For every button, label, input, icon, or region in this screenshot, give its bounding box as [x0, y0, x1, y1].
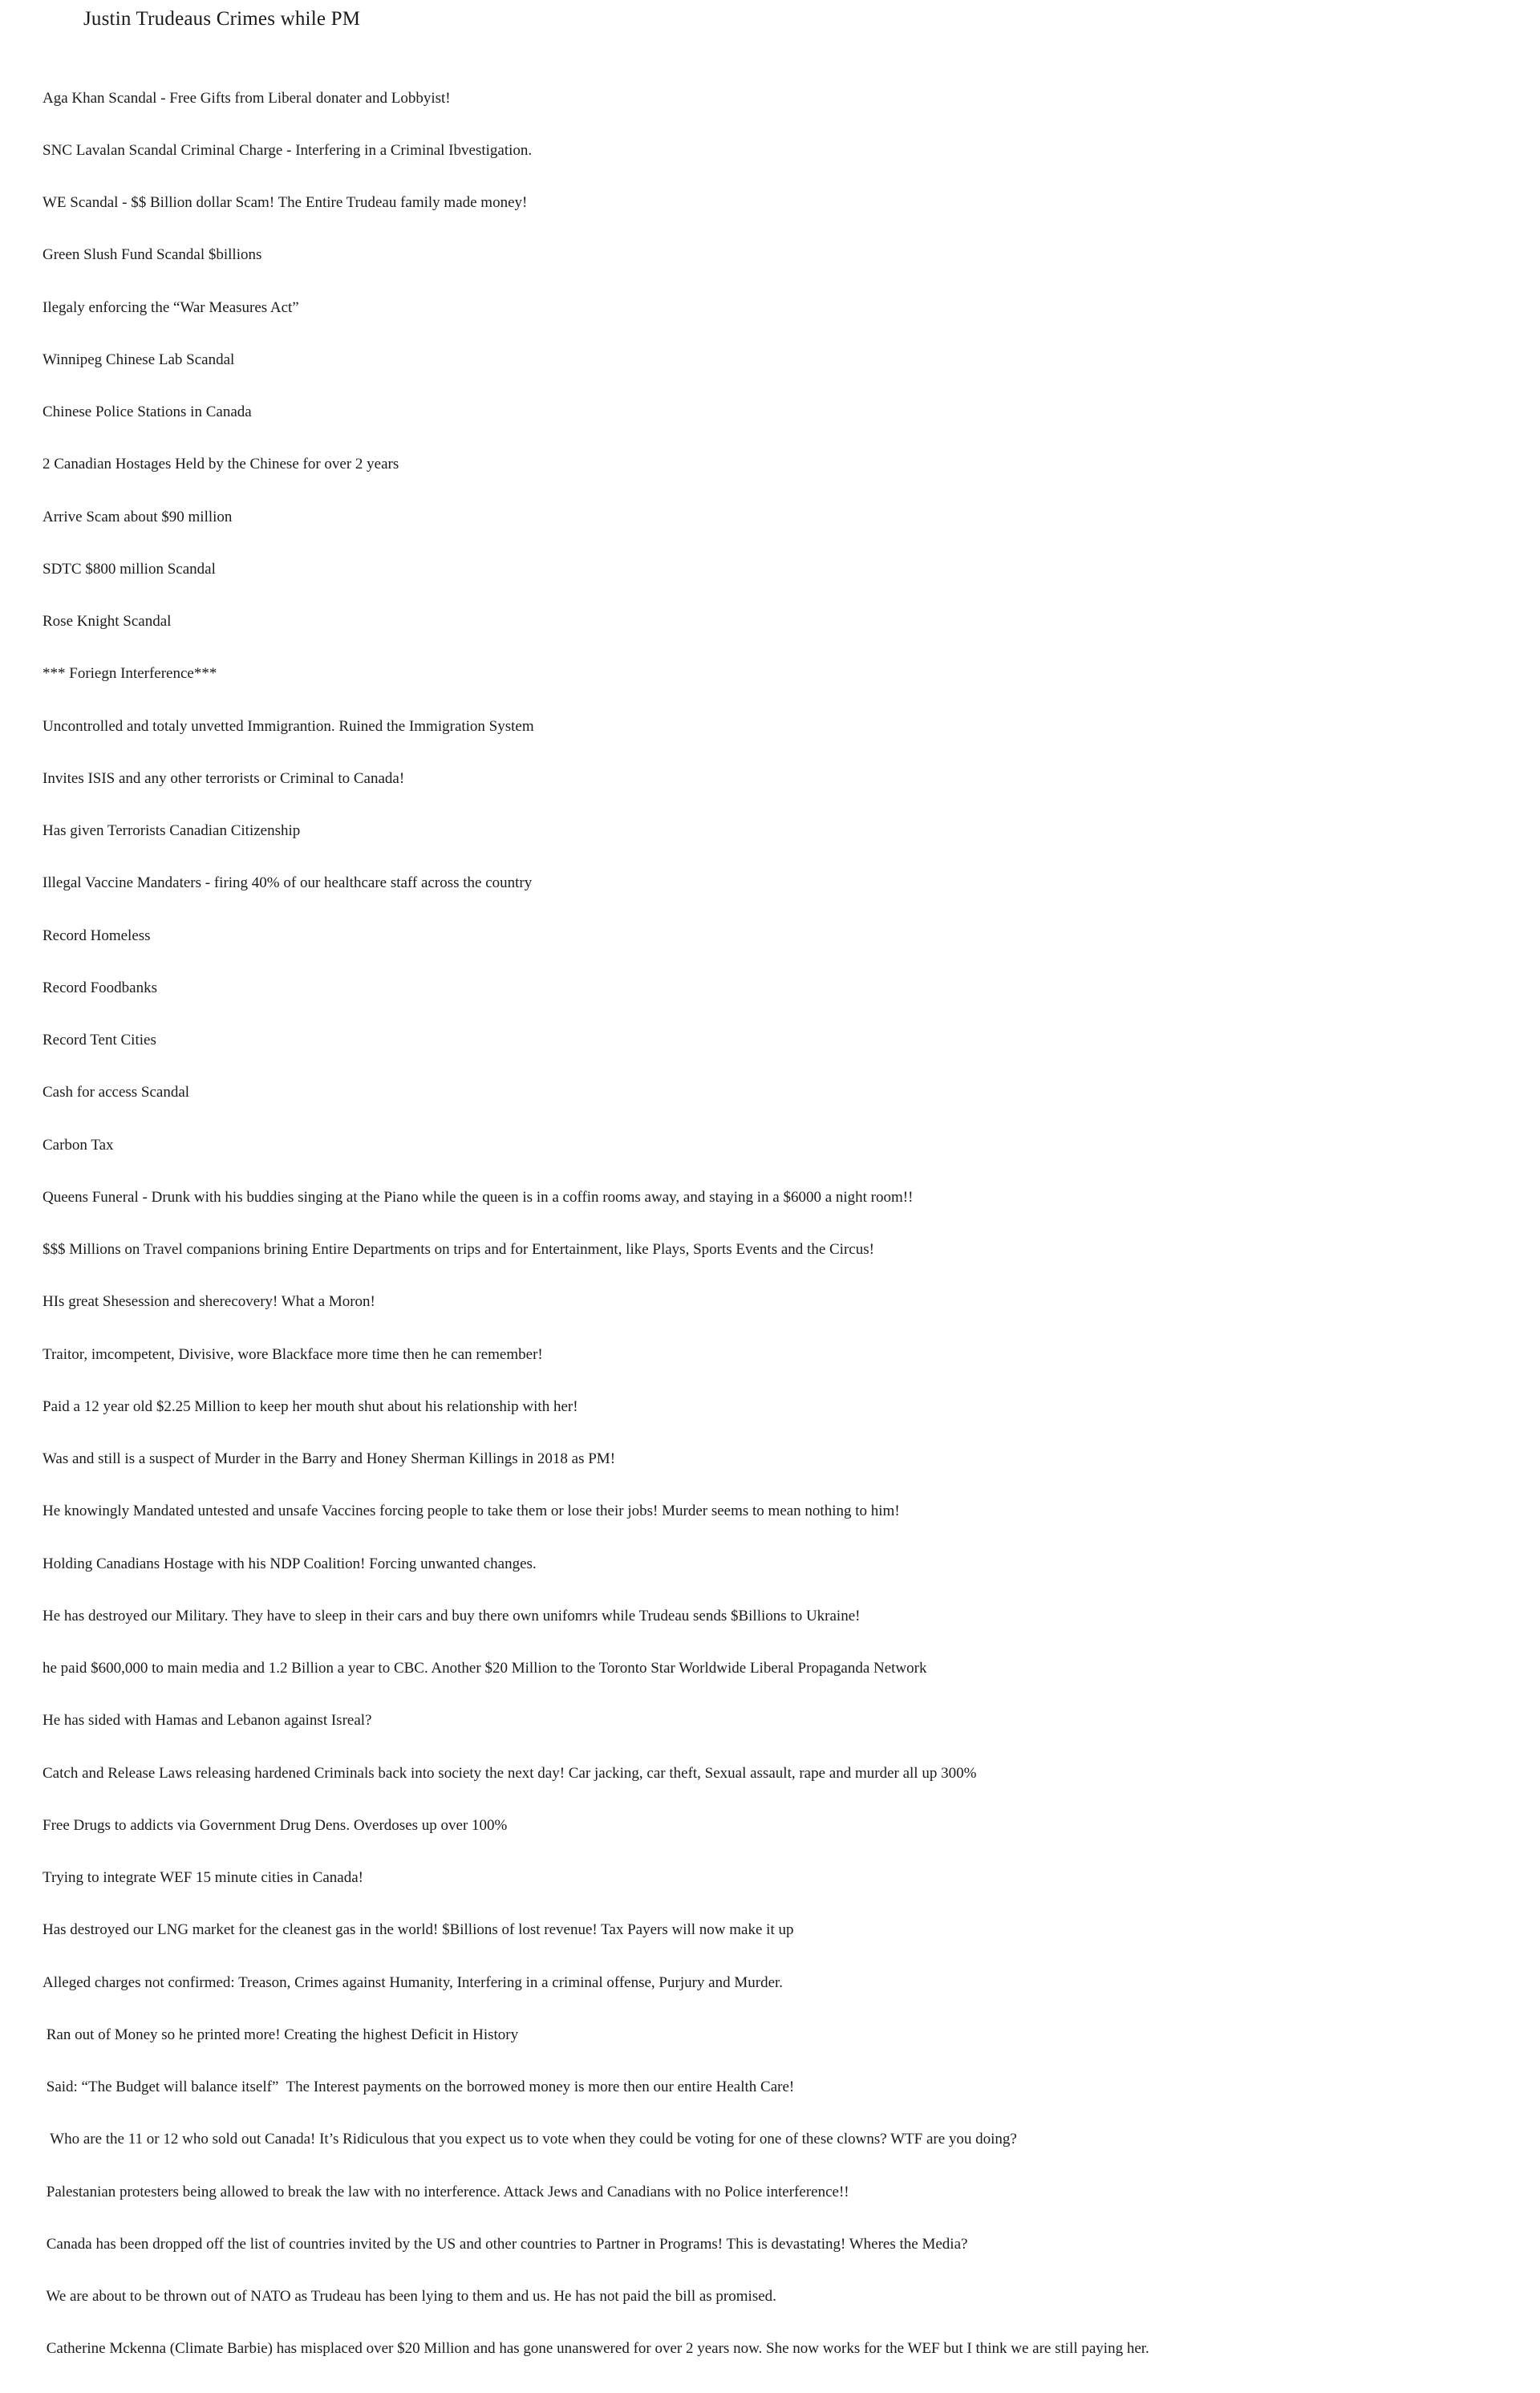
crime-list-item: Was and still is a suspect of Murder in the Barry and Honey Sherman Killings in 2018 as PM!: [43, 1450, 616, 1467]
crime-list-item: Carbon Tax: [43, 1136, 114, 1154]
crime-list-item: Uncontrolled and totaly unvetted Immigrantion. Ruined the Immigration System: [43, 717, 534, 735]
crime-list-item: he paid $600,000 to main media and 1.2 Billion a year to CBC. Another $20 Million to the Toronto Star Worldwide Liberal Propaganda Network: [43, 1660, 927, 1677]
crime-list-item: We are about to be thrown out of NATO as Trudeau has been lying to them and us. He has not paid the bill as promised.: [43, 2288, 776, 2305]
crime-list-item: Queens Funeral - Drunk with his buddies singing at the Piano while the queen is in a coffin rooms away, and staying in a $6000 a night room!!: [43, 1188, 914, 1206]
crime-list-item: Said: “The Budget will balance itself” The Interest payments on the borrowed money is more then our entire Health Care!: [43, 2079, 795, 2095]
crime-list-item: Has destroyed our LNG market for the cleanest gas in the world! $Billions of lost revenue! Tax Payers will now make it up: [43, 1921, 794, 1939]
crime-list-item: Record Homeless: [43, 927, 151, 944]
crime-list-item: Green Slush Fund Scandal $billions: [43, 246, 262, 264]
crime-list-item: $$$ Millions on Travel companions brining Entire Departments on trips and for Entertainment, like Plays, Sports Events and the Circus!: [43, 1241, 874, 1258]
crime-list-item: Who are the 11 or 12 who sold out Canada! It’s Ridiculous that you expect us to vote when they could be voting for one of these clowns? WTF are you doing?: [43, 2131, 1017, 2148]
crime-list-item: SDTC $800 million Scandal: [43, 560, 216, 578]
crime-list-item: Catherine Mckenna (Climate Barbie) has misplaced over $20 Million and has gone unanswered for over 2 years now. She now works for the WEF but I think we are still paying her.: [43, 2340, 1149, 2358]
crime-list-item: HIs great Shesession and sherecovery! What a Moron!: [43, 1293, 375, 1311]
crime-list-item: Winnipeg Chinese Lab Scandal: [43, 351, 235, 368]
crime-list-item: He has destroyed our Military. They have to sleep in their cars and buy there own unifomrs while Trudeau sends $Billions to Ukraine!: [43, 1607, 861, 1624]
crime-list-item: Has given Terrorists Canadian Citizenship: [43, 822, 301, 839]
crime-list-item: *** Foriegn Interference***: [43, 665, 217, 683]
crime-list-item: He has sided with Hamas and Lebanon against Isreal?: [43, 1712, 372, 1730]
crime-list-item: Ilegaly enforcing the “War Measures Act”: [43, 298, 299, 316]
crime-list-item: SNC Lavalan Scandal Criminal Charge - Interfering in a Criminal Ibvestigation.: [43, 141, 533, 159]
page-title: Justin Trudeaus Crimes while PM: [83, 8, 361, 30]
crime-list-item: Cash for access Scandal: [43, 1084, 190, 1101]
crime-list-item: Canada has been dropped off the list of countries invited by the US and other countries to Partner in Programs! This is devastating! Wheres the Media?: [43, 2235, 968, 2253]
crime-list-item: Palestanian protesters being allowed to break the law with no interference. Attack Jews and Canadians with no Police interference!!: [43, 2183, 849, 2200]
crime-list-item: Aga Khan Scandal - Free Gifts from Liberal donater and Lobbyist!: [43, 89, 451, 107]
crime-list-item: Rose Knight Scandal: [43, 613, 172, 630]
crime-list-item: Free Drugs to addicts via Government Drug Dens. Overdoses up over 100%: [43, 1816, 508, 1834]
crime-list-item: WE Scandal - $$ Billion dollar Scam! The Entire Trudeau family made money!: [43, 194, 528, 211]
crime-list-item: Holding Canadians Hostage with his NDP Coalition! Forcing unwanted changes.: [43, 1555, 537, 1572]
crime-list-item: Traitor, imcompetent, Divisive, wore Blackface more time then he can remember!: [43, 1345, 543, 1363]
crime-list: [43, 55, 1149, 2393]
crime-list-item: Record Tent Cities: [43, 1032, 156, 1048]
crime-list-item: Chinese Police Stations in Canada: [43, 404, 252, 420]
crime-list-item: Alleged charges not confirmed: Treason, Crimes against Humanity, Interfering in a criminal offense, Purjury and Murder.: [43, 1973, 784, 1991]
crime-list-item: Paid a 12 year old $2.25 Million to keep her mouth shut about his relationship with her!: [43, 1397, 578, 1415]
crime-list-item: Record Foodbanks: [43, 979, 158, 996]
crime-list-item: Arrive Scam about $90 million: [43, 508, 233, 525]
crime-list-item: He knowingly Mandated untested and unsafe Vaccines forcing people to take them or lose their jobs! Murder seems to mean nothing to him!: [43, 1503, 900, 1520]
crime-list-item: Trying to integrate WEF 15 minute cities in Canada!: [43, 1869, 363, 1886]
crime-list-item: 2 Canadian Hostages Held by the Chinese for over 2 years: [43, 456, 399, 473]
crime-list-item: Catch and Release Laws releasing hardened Criminals back into society the next day! Car jacking, car theft, Sexual assault, rape and murder all up 300%: [43, 1764, 977, 1782]
crime-list-item: Ran out of Money so he printed more! Creating the highest Deficit in History: [43, 2026, 519, 2043]
crime-list-item: Illegal Vaccine Mandaters - firing 40% of our healthcare staff across the country: [43, 874, 533, 892]
crime-list-item: Invites ISIS and any other terrorists or Criminal to Canada!: [43, 769, 405, 787]
